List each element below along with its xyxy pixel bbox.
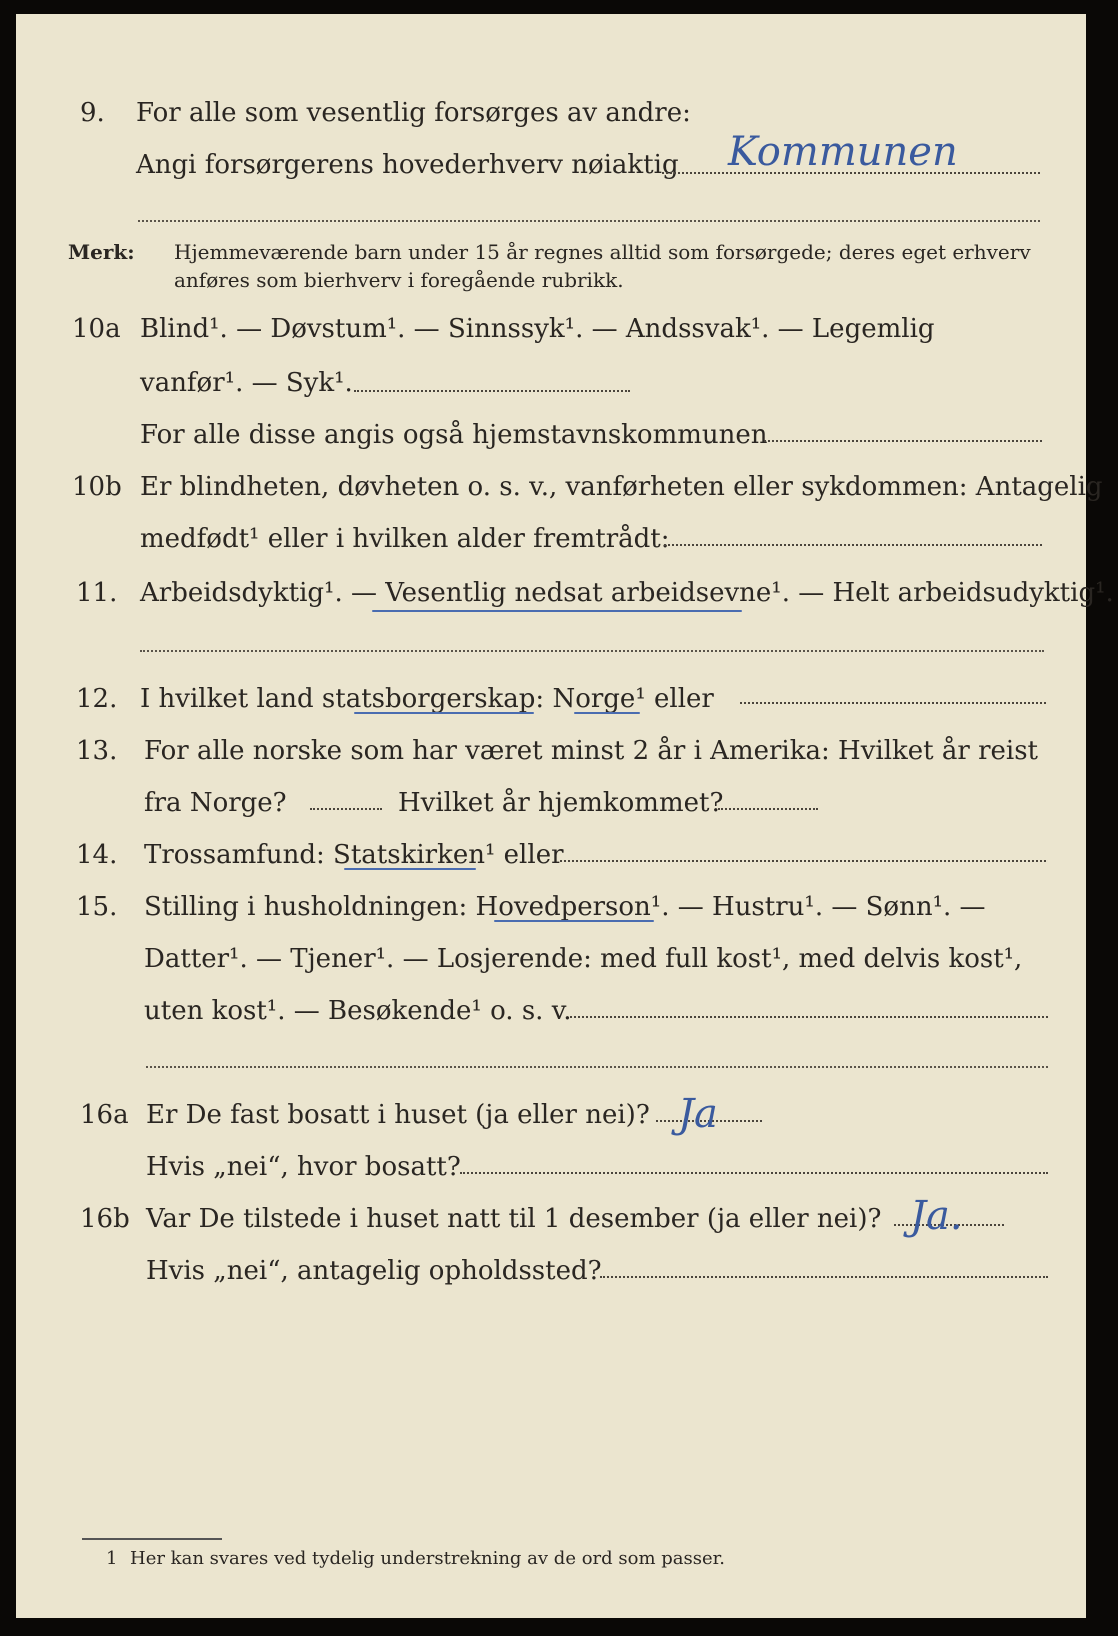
q10b-number: 10b [72, 472, 122, 502]
q12-statsborgerskap-underline [354, 712, 534, 714]
q9-number: 9. [80, 98, 105, 128]
q15-number: 15. [76, 892, 118, 922]
q13-number: 13. [76, 736, 118, 766]
q15-line1: Stilling i husholdningen: Hovedperson¹. — Hustru¹. — Sønn¹. — [144, 892, 986, 922]
merk-line2: anføres som bierhverv i foregående rubrikk. [174, 268, 624, 292]
q10a-hometown-line [764, 440, 1042, 442]
section-divider [140, 650, 1044, 652]
q14-line1: Trossamfund: Statskirken¹ eller [144, 840, 564, 870]
q15-line2: Datter¹. — Tjener¹. — Losjerende: med full kost¹, med delvis kost¹, [144, 944, 1023, 974]
q12-answer-line [740, 702, 1046, 704]
q10a-number: 10a [72, 314, 121, 344]
section-divider [138, 220, 1040, 222]
q16a-handwritten-answer: Ja [678, 1091, 718, 1137]
footnote-rule [82, 1538, 222, 1540]
q16b-handwritten-answer: Ja. [910, 1193, 963, 1239]
q9-line2: Angi forsørgerens hovederhverv nøiaktig [136, 150, 679, 180]
q10a-line3: For alle disse angis også hjemstavnskommunen [140, 420, 768, 450]
q13-year-left-line [310, 808, 382, 810]
q16a-residence-line [460, 1172, 1048, 1174]
q11-answer-underline [372, 610, 742, 612]
q12-line1: I hvilket land statsborgerskap: Norge¹ eller [140, 684, 714, 714]
q16a-line1: Er De fast bosatt i huset (ja eller nei)? [146, 1100, 650, 1130]
q10a-line2: vanfør¹. — Syk¹. [140, 368, 353, 398]
q14-answer-line [560, 860, 1046, 862]
merk-label: Merk: [68, 240, 135, 264]
q10a-line1: Blind¹. — Døvstum¹. — Sinnssyk¹. — Andssvak¹. — Legemlig [140, 314, 935, 344]
q14-number: 14. [76, 840, 118, 870]
q16b-line2: Hvis „nei“, antagelig opholdssted? [146, 1256, 602, 1286]
q13-line2b: Hvilket år hjemkommet? [398, 788, 724, 818]
footnote-text: Her kan svares ved tydelig understrekning av de ord som passer. [130, 1548, 725, 1569]
q16b-line1: Var De tilstede i huset natt til 1 desember (ja eller nei)? [146, 1204, 882, 1234]
q9-handwritten-answer: Kommunen [728, 129, 958, 175]
q11-line1: Arbeidsdyktig¹. — Vesentlig nedsat arbeidsevne¹. — Helt arbeidsudyktig¹. [140, 578, 1114, 608]
q15-line3: uten kost¹. — Besøkende¹ o. s. v. [144, 996, 572, 1026]
q16a-number: 16a [80, 1100, 129, 1130]
q9-line1: For alle som vesentlig forsørges av andre: [136, 98, 691, 128]
q12-number: 12. [76, 684, 118, 714]
q14-statskirken-underline [344, 868, 476, 870]
q13-line2a: fra Norge? [144, 788, 287, 818]
q10b-line2: medfødt¹ eller i hvilken alder fremtrådt: [140, 524, 670, 554]
q15-hovedperson-underline [494, 920, 654, 922]
q13-year-returned-line [718, 808, 818, 810]
q12-norge-underline [574, 712, 640, 714]
q11-number: 11. [76, 578, 118, 608]
q16a-line2: Hvis „nei“, hvor bosatt? [146, 1152, 461, 1182]
section-divider [146, 1066, 1048, 1068]
q10b-line1: Er blindheten, døvheten o. s. v., vanførheten eller sykdommen: Antagelig [140, 472, 1103, 502]
q10a-answer-line [354, 390, 630, 392]
q16b-number: 16b [80, 1204, 130, 1234]
q16b-location-line [600, 1276, 1048, 1278]
q10b-answer-line [664, 544, 1042, 546]
merk-line1: Hjemmeværende barn under 15 år regnes alltid som forsørgede; deres eget erhverv [174, 240, 1031, 264]
footnote-mark: 1 [106, 1548, 118, 1569]
q13-line1: For alle norske som har været minst 2 år i Amerika: Hvilket år reist [144, 736, 1038, 766]
q15-answer-line [570, 1016, 1048, 1018]
